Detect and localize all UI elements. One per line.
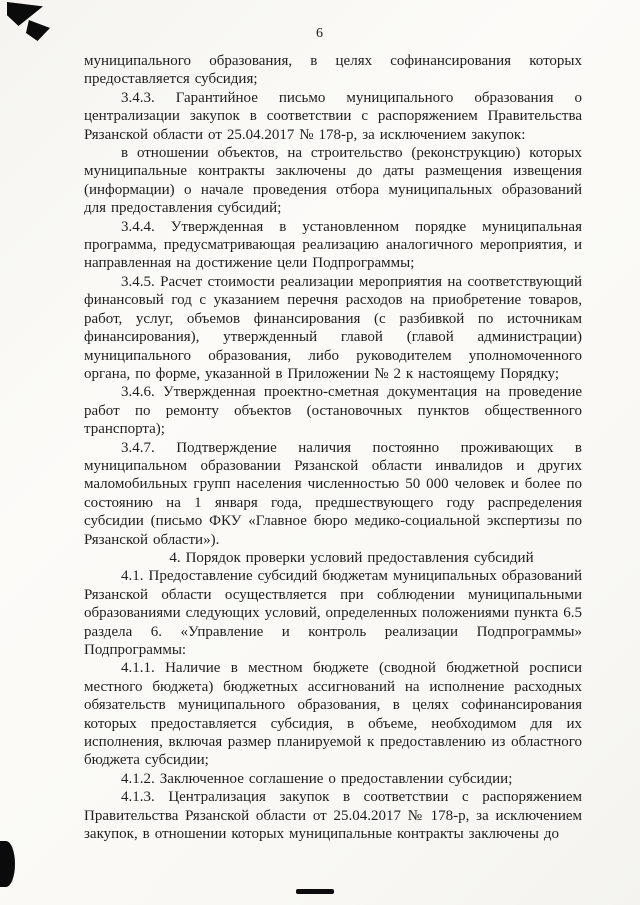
paragraph-3-4-4: 3.4.4. Утвержденная в установленном порядке муниципальная программа, предусматривающая реализацию аналогичного мероприятия, и направленная на достижение цели Подпрограммы; — [84, 218, 582, 272]
section-heading: 4. Порядок проверки условий предоставления субсидий — [169, 549, 534, 566]
paragraph-4-1-2: 4.1.2. Заключенное соглашение о предоставлении субсидии; — [121, 770, 513, 787]
paragraph-4-1: 4.1. Предоставление субсидий бюджетам муниципальных образований Рязанской области осуществляется при соблюдении муниципальными образованиями следующих условий, определенных положениями пункта 6.5 раздела 6. «Управление и контроль реализации Подпрограммы» Подпрограммы: — [84, 568, 582, 658]
scan-artifact-bottom-left — [0, 841, 15, 887]
paragraph-3-4-5: 3.4.5. Расчет стоимости реализации мероприятия на соответствующий финансовый год с указанием перечня расходов на приобретение товаров, работ, услуг, объемов финансирования (с разбивкой по источникам финансирования), утвержденный главой (главой администрации) муниципального образования, либо руководителем уполномоченного органа, по форме, указанной в Приложении № 2 к настоящему Порядку; — [84, 273, 582, 382]
page-number: 6 — [316, 26, 324, 41]
paragraph-4-1-1: 4.1.1. Наличие в местном бюджете (сводной бюджетной росписи местного бюджета) бюджетных ассигнований на исполнение расходных обязательств муниципального образования, в целях софинансирования которых предоставляется субсидия, в объеме, необходимом для их исполнения, включая размер планируемой к предоставлению из областного бюджета субсидии; — [84, 660, 582, 769]
paragraph-exception-objects: в отношении объектов, на строительство (реконструкцию) которых муниципальные контракты заключены до даты размещения извещения (информации) о начале проведения отбора муниципальных образований для предоставления субсидий; — [84, 145, 582, 217]
paragraph-3-4-3: 3.4.3. Гарантийное письмо муниципального образования о централизации закупок в соответствии с распоряжением Правительства Рязанской области от 25.04.2017 № 178-р, за исключением закупок: — [84, 89, 582, 143]
paragraph-4-1-3: 4.1.3. Централизация закупок в соответствии с распоряжением Правительства Рязанской области от 25.04.2017 № 178-р, за исключением закупок, в отношении которых муниципальные контракты заключены до — [84, 789, 582, 843]
paragraph-continuation: муниципального образования, в целях софинансирования которых предоставляется субсидия; — [84, 53, 582, 88]
paragraph-3-4-7: 3.4.7. Подтверждение наличия постоянно проживающих в муниципальном образовании Рязанской области инвалидов и других маломобильных групп населения численностью 50 000 человек и более по состоянию на 1 января года, предшествующего году распределения субсидии (письмо ФКУ «Главное бюро медико-социальной экспертизы по Рязанской области»). — [84, 439, 582, 548]
document-content — [84, 52, 582, 843]
scan-artifact-top-left-1 — [7, 2, 43, 26]
paragraph-3-4-6: 3.4.6. Утвержденная проектно-сметная документация на проведение работ по ремонту объектов (остановочных пунктов общественного транспорта); — [84, 384, 582, 438]
scan-artifact-bottom-center — [296, 889, 334, 894]
